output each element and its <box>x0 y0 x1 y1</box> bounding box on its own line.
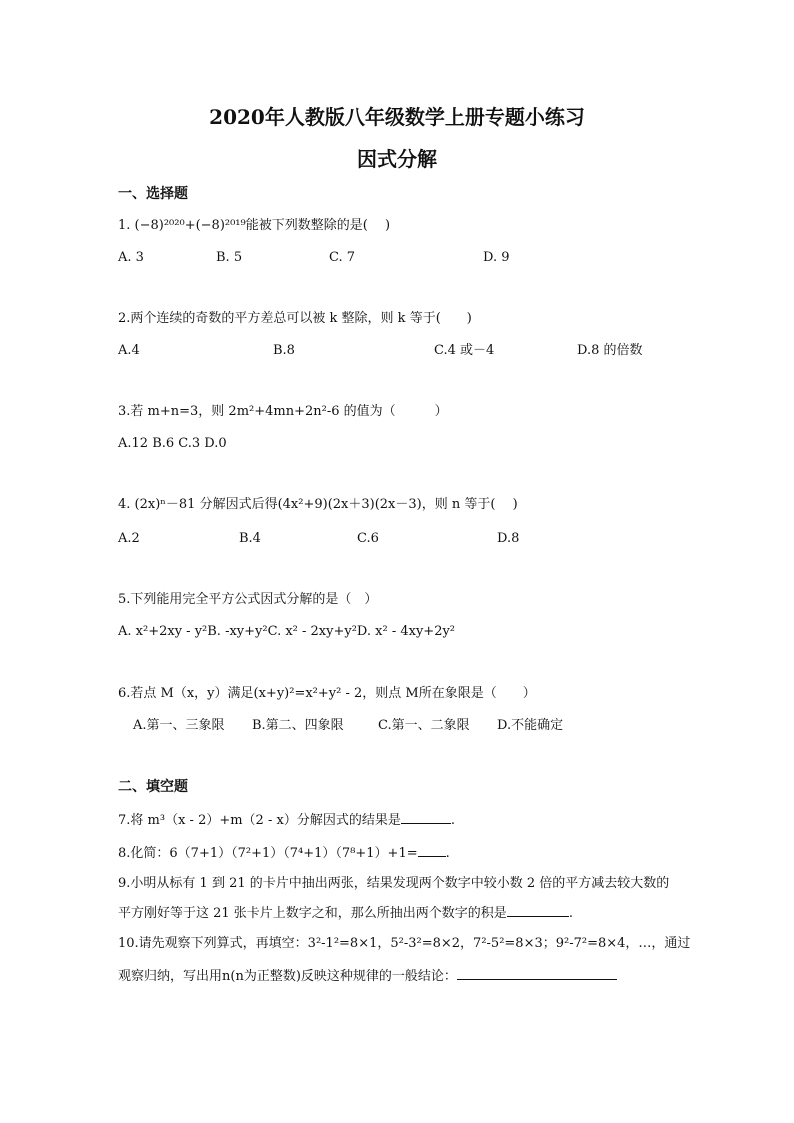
question-2-option-a: A.4 <box>118 343 140 358</box>
question-9-period: . <box>568 906 573 921</box>
question-6-option-b: B.第二、四象限 <box>252 718 344 733</box>
question-10-answer-blank[interactable] <box>457 966 617 980</box>
question-4-option-a: A.2 <box>118 531 140 546</box>
question-9-answer-blank[interactable] <box>507 903 569 917</box>
question-7-text: 7.将 m³（x - 2）+m（2 - x）分解因式的结果是 <box>118 813 401 828</box>
question-7-answer-blank[interactable] <box>401 810 451 824</box>
question-5-options: A. x²+2xy - y²B. -xy+y²C. x² - 2xy+y²D. x² - 4xy+2y² <box>118 624 456 639</box>
question-6-stem: 6.若点 M（x，y）满足(x+y)²=x²+y² - 2，则点 M所在象限是（ ） <box>118 686 536 701</box>
section-heading-fill-in: 二、填空题 <box>118 779 188 795</box>
question-1-option-a: A. 3 <box>118 250 144 265</box>
question-2-stem: 2.两个连续的奇数的平方差总可以被 k 整除，则 k 等于( ) <box>118 311 472 326</box>
question-1-option-c: C. 7 <box>329 250 356 265</box>
question-1-stem: 1. (−8)²⁰²⁰+(−8)²⁰¹⁹能被下列数整除的是( ) <box>118 218 391 233</box>
question-9-text: 平方刚好等于这 21 张卡片上数字之和，那么所抽出两个数字的积是 <box>118 906 507 921</box>
document-subtitle: 因式分解 <box>357 147 437 171</box>
question-8-answer-blank[interactable] <box>418 843 446 857</box>
question-4-option-b: B.4 <box>239 531 261 546</box>
question-10-line-1: 10.请先观察下列算式，再填空：3²-1²=8×1，5²-3²=8×2，7²-5²=8×3；9²-7²=8×4，…，通过 <box>118 936 691 951</box>
question-9-line-2 <box>118 903 573 923</box>
question-1-option-b: B. 5 <box>216 250 243 265</box>
document-title: 2020年人教版八年级数学上册专题小练习 <box>209 105 585 129</box>
question-2-option-b: B.8 <box>273 343 295 358</box>
question-6-option-a: A.第一、三象限 <box>133 718 225 733</box>
question-3-options: A.12 B.6 C.3 D.0 <box>118 436 227 451</box>
section-heading-multiple-choice: 一、选择题 <box>118 186 188 202</box>
question-2-option-d: D.8 的倍数 <box>577 343 643 358</box>
question-7-period: . <box>450 813 455 828</box>
question-1-option-d: D. 9 <box>483 250 510 265</box>
question-10-line-2 <box>118 966 617 986</box>
question-10-text: 观察归纳，写出用n(n为正整数)反映这种规律的一般结论： <box>118 969 457 984</box>
question-8-period: . <box>445 846 450 861</box>
question-7 <box>118 810 455 830</box>
question-2-option-c: C.4 或－4 <box>434 343 495 358</box>
question-8 <box>118 843 450 863</box>
question-4-option-d: D.8 <box>497 531 520 546</box>
question-8-text: 8.化简：6（7+1）（7²+1）（7⁴+1）（7⁸+1）+1= <box>118 846 418 861</box>
question-4-stem: 4. (2x)ⁿ－81 分解因式后得(4x²+9)(2x＋3)(2x－3)，则 n 等于( ) <box>118 497 518 512</box>
question-3-stem: 3.若 m+n=3，则 2m²+4mn+2n²-6 的值为（ ） <box>118 404 448 419</box>
question-9-line-1: 9.小明从标有 1 到 21 的卡片中抽出两张，结果发现两个数字中较小数 2 倍的平方减去较大数的 <box>118 876 670 891</box>
question-6-option-d: D.不能确定 <box>497 718 564 733</box>
question-5-stem: 5.下列能用完全平方公式因式分解的是（ ） <box>118 592 378 607</box>
question-4-option-c: C.6 <box>357 531 379 546</box>
question-6-option-c: C.第一、二象限 <box>378 718 470 733</box>
